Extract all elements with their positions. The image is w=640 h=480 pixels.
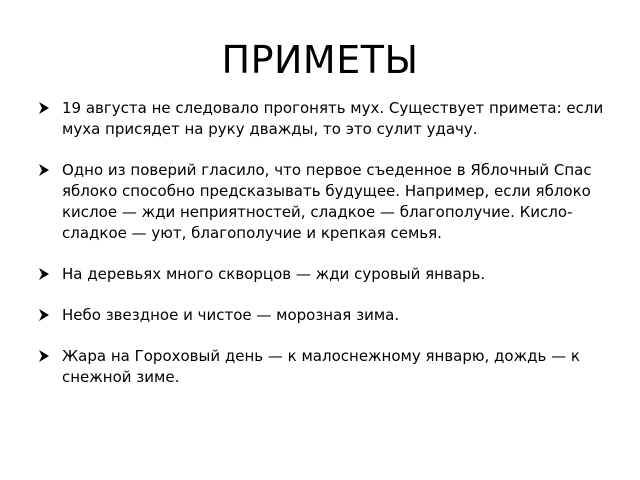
arrowhead-bullet-icon — [38, 267, 50, 281]
bullet-item — [38, 346, 608, 388]
arrowhead-bullet-icon — [38, 101, 50, 115]
bullet-text: Одно из поверий гласило, что первое съеденное в Яблочный Спас яблоко способно предсказывать будущее. Например, если яблоко кислое — жди неприятностей, сладкое — благополучие. Кисло-сладкое — уют, благополучие и крепкая семья. — [62, 161, 592, 242]
bullet-text: 19 августа не следовало прогонять мух. Существует примета: если муха присядет на руку дважды, то это сулит удачу. — [62, 99, 604, 138]
bullet-list — [38, 98, 608, 408]
bullet-text: Жара на Гороховый день — к малоснежному январю, дождь — к снежной зиме. — [62, 347, 580, 386]
bullet-item — [38, 98, 608, 140]
bullet-text: На деревьях много скворцов — жди суровый январь. — [62, 265, 486, 283]
bullet-item — [38, 160, 608, 244]
bullet-item — [38, 264, 608, 285]
bullet-item — [38, 305, 608, 326]
slide-title: ПРИМЕТЫ — [221, 38, 419, 82]
bullet-text: Небо звездное и чистое — морозная зима. — [62, 306, 400, 324]
arrowhead-bullet-icon — [38, 163, 50, 177]
arrowhead-bullet-icon — [38, 308, 50, 322]
arrowhead-bullet-icon — [38, 349, 50, 363]
